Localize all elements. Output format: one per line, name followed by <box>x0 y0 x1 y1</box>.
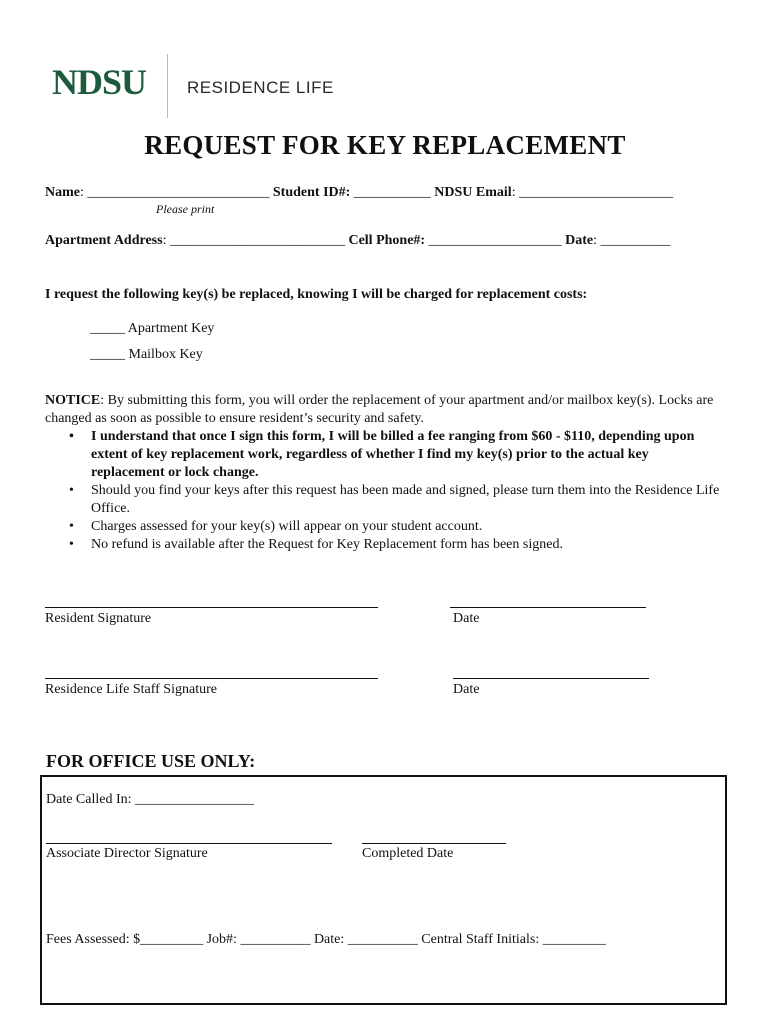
name-label: Name <box>45 185 80 200</box>
notice-bullet: • Charges assessed for your key(s) will appear on your student account. <box>91 518 725 536</box>
date-called-field[interactable]: Date Called In: _________________ <box>46 792 255 807</box>
address-label: Apartment Address <box>45 233 163 248</box>
associate-signature-line[interactable] <box>46 843 332 844</box>
notice-section <box>45 392 725 554</box>
name-field[interactable]: : __________________________ <box>80 185 273 200</box>
notice-text: : By submitting this form, you will order the replacement of your apartment and/or mailbox key(s). Locks are changed as soon as possible to ensure resident’s security and safety. <box>45 393 714 426</box>
department-name: RESIDENCE LIFE <box>187 78 334 97</box>
logo-divider <box>167 54 168 118</box>
notice-bullet: • No refund is available after the Request for Key Replacement form has been signed. <box>91 536 725 554</box>
associate-signature-label: Associate Director Signature <box>46 846 208 861</box>
request-statement: I request the following key(s) be replaced, knowing I will be charged for replacement costs: <box>45 287 588 302</box>
resident-signature-label: Resident Signature <box>45 611 152 626</box>
page-title: REQUEST FOR KEY REPLACEMENT <box>144 130 626 160</box>
notice-label: NOTICE <box>45 393 101 408</box>
notice-bullets <box>45 428 725 554</box>
completed-date-label: Completed Date <box>362 846 454 861</box>
notice-paragraph <box>45 392 725 428</box>
completed-date-line[interactable] <box>362 843 506 844</box>
staff-signature-line[interactable] <box>45 678 378 679</box>
phone-field[interactable]: ___________________ <box>425 233 566 248</box>
identity-row <box>45 184 673 202</box>
email-field[interactable]: : ______________________ <box>511 185 674 200</box>
staff-date-label: Date <box>453 682 480 697</box>
resident-signature-line[interactable] <box>45 607 378 608</box>
student-id-field[interactable]: ___________ <box>350 185 435 200</box>
ndsu-logo: NDSU <box>52 62 147 102</box>
please-print-hint: Please print <box>156 202 215 216</box>
fees-row[interactable]: Fees Assessed: $_________ Job#: __________ Date: __________ Central Staff Initials: _________ <box>46 932 606 947</box>
resident-date-line[interactable] <box>450 607 646 608</box>
email-label: NDSU Email <box>434 185 512 200</box>
notice-bullet: • Should you find your keys after this request has been made and signed, please turn them into the Residence Life Office. <box>91 482 725 518</box>
staff-date-line[interactable] <box>453 678 649 679</box>
apartment-key-option[interactable]: _____ Apartment Key <box>90 321 215 336</box>
mailbox-key-option[interactable]: _____ Mailbox Key <box>90 347 203 362</box>
notice-bullet: • I understand that once I sign this form, I will be billed a fee ranging from $60 - $110, depending upon extent of key replacement work, regardless of whether I find my key(s) prior to the actual key replacement or lock change. <box>91 428 725 482</box>
date-label: Date <box>565 233 594 248</box>
contact-row <box>45 232 670 250</box>
office-use-box <box>40 775 727 1005</box>
address-field[interactable]: : _________________________ <box>162 233 349 248</box>
staff-signature-label: Residence Life Staff Signature <box>45 682 217 697</box>
student-id-label: Student ID#: <box>272 185 351 200</box>
office-use-title: FOR OFFICE USE ONLY: <box>46 751 256 771</box>
phone-label: Cell Phone#: <box>348 233 426 248</box>
resident-date-label: Date <box>453 611 480 626</box>
date-field[interactable]: : __________ <box>593 233 671 248</box>
